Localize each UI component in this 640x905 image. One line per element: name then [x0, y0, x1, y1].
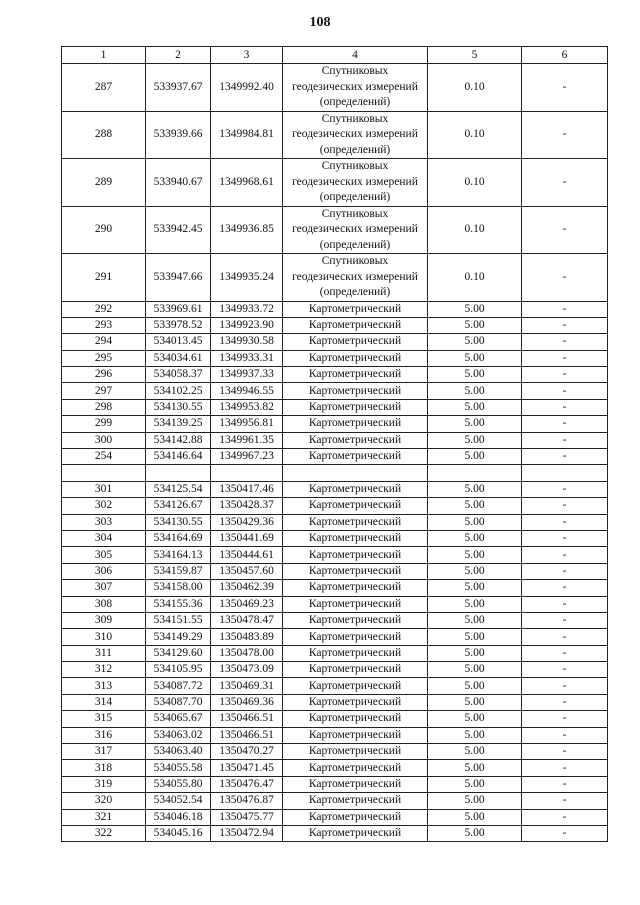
accuracy-cell: 5.00	[428, 383, 522, 399]
accuracy-cell: 5.00	[428, 334, 522, 350]
y-coordinate-cell: 1350472.94	[211, 826, 283, 842]
table-row	[62, 760, 608, 776]
note-cell: -	[522, 530, 608, 546]
note-cell: -	[522, 563, 608, 579]
note-cell: -	[522, 111, 608, 159]
note-cell: -	[522, 254, 608, 302]
accuracy-cell: 5.00	[428, 449, 522, 465]
table-row	[62, 612, 608, 628]
accuracy-cell: 5.00	[428, 662, 522, 678]
point-number-cell: 322	[62, 826, 146, 842]
accuracy-cell: 5.00	[428, 350, 522, 366]
y-coordinate-cell: 1349968.61	[211, 159, 283, 207]
point-number-cell: 299	[62, 416, 146, 432]
x-coordinate-cell: 533937.67	[146, 64, 211, 112]
col-header-6: 6	[522, 47, 608, 64]
x-coordinate-cell: 533942.45	[146, 206, 211, 254]
point-number-cell: 312	[62, 662, 146, 678]
method-cell: Картометрический	[283, 711, 428, 727]
x-coordinate-cell: 533940.67	[146, 159, 211, 207]
point-number-cell: 296	[62, 367, 146, 383]
x-coordinate-cell: 534142.88	[146, 432, 211, 448]
accuracy-cell	[428, 465, 522, 481]
method-cell: Картометрический	[283, 629, 428, 645]
table-row	[62, 776, 608, 792]
point-number-cell: 316	[62, 727, 146, 743]
note-cell: -	[522, 744, 608, 760]
point-number-cell: 320	[62, 793, 146, 809]
x-coordinate-cell: 534105.95	[146, 662, 211, 678]
note-cell: -	[522, 612, 608, 628]
x-coordinate-cell: 534139.25	[146, 416, 211, 432]
table-row	[62, 530, 608, 546]
table-row	[62, 645, 608, 661]
point-number-cell: 313	[62, 678, 146, 694]
point-number-cell: 289	[62, 159, 146, 207]
method-cell: Картометрический	[283, 563, 428, 579]
table-row	[62, 793, 608, 809]
note-cell: -	[522, 629, 608, 645]
accuracy-cell: 5.00	[428, 530, 522, 546]
y-coordinate-cell: 1350444.61	[211, 547, 283, 563]
table-row	[62, 629, 608, 645]
method-cell: Картометрический	[283, 678, 428, 694]
x-coordinate-cell: 534058.37	[146, 367, 211, 383]
y-coordinate-cell: 1350469.31	[211, 678, 283, 694]
note-cell: -	[522, 826, 608, 842]
table-row	[62, 596, 608, 612]
table-header	[62, 47, 608, 64]
table-row	[62, 678, 608, 694]
y-coordinate-cell: 1349984.81	[211, 111, 283, 159]
x-coordinate-cell: 534146.64	[146, 449, 211, 465]
y-coordinate-cell: 1349992.40	[211, 64, 283, 112]
y-coordinate-cell: 1350476.47	[211, 776, 283, 792]
table-row-blank	[62, 465, 608, 481]
accuracy-cell: 0.10	[428, 206, 522, 254]
table-row	[62, 301, 608, 317]
note-cell: -	[522, 793, 608, 809]
x-coordinate-cell: 533939.66	[146, 111, 211, 159]
x-coordinate-cell: 534046.18	[146, 809, 211, 825]
method-cell: Картометрический	[283, 612, 428, 628]
x-coordinate-cell: 534130.55	[146, 514, 211, 530]
y-coordinate-cell: 1349936.85	[211, 206, 283, 254]
y-coordinate-cell: 1349933.72	[211, 301, 283, 317]
accuracy-cell: 5.00	[428, 432, 522, 448]
x-coordinate-cell: 534034.61	[146, 350, 211, 366]
point-number-cell: 318	[62, 760, 146, 776]
method-cell: Картометрический	[283, 432, 428, 448]
method-cell	[283, 465, 428, 481]
x-coordinate-cell: 534063.02	[146, 727, 211, 743]
x-coordinate-cell: 534125.54	[146, 481, 211, 497]
point-number-cell: 300	[62, 432, 146, 448]
accuracy-cell: 5.00	[428, 498, 522, 514]
accuracy-cell: 5.00	[428, 317, 522, 333]
accuracy-cell: 5.00	[428, 612, 522, 628]
point-number-cell: 304	[62, 530, 146, 546]
note-cell: -	[522, 662, 608, 678]
table-row	[62, 481, 608, 497]
y-coordinate-cell: 1349937.33	[211, 367, 283, 383]
note-cell: -	[522, 350, 608, 366]
point-number-cell: 290	[62, 206, 146, 254]
y-coordinate-cell: 1350470.27	[211, 744, 283, 760]
point-number-cell: 294	[62, 334, 146, 350]
note-cell: -	[522, 159, 608, 207]
method-cell: Картометрический	[283, 694, 428, 710]
y-coordinate-cell: 1350475.77	[211, 809, 283, 825]
note-cell: -	[522, 645, 608, 661]
accuracy-cell: 5.00	[428, 580, 522, 596]
note-cell: -	[522, 760, 608, 776]
method-cell: Картометрический	[283, 498, 428, 514]
method-cell: Картометрический	[283, 809, 428, 825]
x-coordinate-cell: 534159.87	[146, 563, 211, 579]
note-cell: -	[522, 481, 608, 497]
col-header-2: 2	[146, 47, 211, 64]
method-cell: Картометрический	[283, 744, 428, 760]
coordinates-table	[61, 46, 608, 842]
accuracy-cell: 5.00	[428, 596, 522, 612]
note-cell: -	[522, 711, 608, 727]
y-coordinate-cell: 1350471.45	[211, 760, 283, 776]
method-cell: Картометрический	[283, 662, 428, 678]
note-cell: -	[522, 809, 608, 825]
table-row	[62, 111, 608, 159]
table-row	[62, 826, 608, 842]
y-coordinate-cell: 1349923.90	[211, 317, 283, 333]
y-coordinate-cell: 1350469.23	[211, 596, 283, 612]
col-header-5: 5	[428, 47, 522, 64]
accuracy-cell: 5.00	[428, 563, 522, 579]
y-coordinate-cell: 1349956.81	[211, 416, 283, 432]
table-row	[62, 547, 608, 563]
table-row	[62, 64, 608, 112]
table-row	[62, 580, 608, 596]
y-coordinate-cell: 1349967.23	[211, 449, 283, 465]
note-cell: -	[522, 776, 608, 792]
method-cell: Спутниковых геодезических измерений (определений)	[283, 254, 428, 302]
table-row	[62, 809, 608, 825]
x-coordinate-cell: 534155.36	[146, 596, 211, 612]
y-coordinate-cell: 1350473.09	[211, 662, 283, 678]
accuracy-cell: 5.00	[428, 399, 522, 415]
x-coordinate-cell: 534052.54	[146, 793, 211, 809]
x-coordinate-cell: 534149.29	[146, 629, 211, 645]
accuracy-cell: 5.00	[428, 760, 522, 776]
y-coordinate-cell: 1350466.51	[211, 711, 283, 727]
note-cell: -	[522, 301, 608, 317]
note-cell: -	[522, 416, 608, 432]
table-row	[62, 744, 608, 760]
point-number-cell: 311	[62, 645, 146, 661]
table-row	[62, 254, 608, 302]
table-row	[62, 350, 608, 366]
x-coordinate-cell: 533947.66	[146, 254, 211, 302]
method-cell: Картометрический	[283, 383, 428, 399]
y-coordinate-cell: 1349933.31	[211, 350, 283, 366]
y-coordinate-cell: 1350483.89	[211, 629, 283, 645]
table-row	[62, 662, 608, 678]
point-number-cell: 310	[62, 629, 146, 645]
table-row	[62, 416, 608, 432]
accuracy-cell: 5.00	[428, 481, 522, 497]
method-cell: Картометрический	[283, 760, 428, 776]
accuracy-cell: 5.00	[428, 416, 522, 432]
method-cell: Картометрический	[283, 301, 428, 317]
accuracy-cell: 5.00	[428, 678, 522, 694]
note-cell: -	[522, 64, 608, 112]
point-number-cell: 308	[62, 596, 146, 612]
point-number-cell: 315	[62, 711, 146, 727]
method-cell: Картометрический	[283, 416, 428, 432]
method-cell: Спутниковых геодезических измерений (определений)	[283, 206, 428, 254]
x-coordinate-cell	[146, 465, 211, 481]
x-coordinate-cell: 534087.72	[146, 678, 211, 694]
point-number-cell: 306	[62, 563, 146, 579]
y-coordinate-cell: 1350478.47	[211, 612, 283, 628]
accuracy-cell: 5.00	[428, 793, 522, 809]
x-coordinate-cell: 534087.70	[146, 694, 211, 710]
col-header-1: 1	[62, 47, 146, 64]
note-cell: -	[522, 399, 608, 415]
table-row	[62, 432, 608, 448]
point-number-cell: 295	[62, 350, 146, 366]
x-coordinate-cell: 534055.80	[146, 776, 211, 792]
table-row	[62, 383, 608, 399]
x-coordinate-cell: 534045.16	[146, 826, 211, 842]
accuracy-cell: 0.10	[428, 111, 522, 159]
header-row	[62, 47, 608, 64]
method-cell: Картометрический	[283, 334, 428, 350]
note-cell: -	[522, 514, 608, 530]
x-coordinate-cell: 534102.25	[146, 383, 211, 399]
point-number-cell: 319	[62, 776, 146, 792]
note-cell: -	[522, 727, 608, 743]
point-number-cell: 317	[62, 744, 146, 760]
point-number-cell: 301	[62, 481, 146, 497]
method-cell: Картометрический	[283, 645, 428, 661]
note-cell: -	[522, 367, 608, 383]
accuracy-cell: 5.00	[428, 547, 522, 563]
note-cell: -	[522, 317, 608, 333]
accuracy-cell: 0.10	[428, 159, 522, 207]
note-cell: -	[522, 449, 608, 465]
table-row	[62, 711, 608, 727]
note-cell: -	[522, 694, 608, 710]
note-cell: -	[522, 498, 608, 514]
x-coordinate-cell: 533969.61	[146, 301, 211, 317]
accuracy-cell: 5.00	[428, 514, 522, 530]
method-cell: Картометрический	[283, 449, 428, 465]
method-cell: Картометрический	[283, 547, 428, 563]
y-coordinate-cell: 1349961.35	[211, 432, 283, 448]
table-row	[62, 514, 608, 530]
method-cell: Картометрический	[283, 826, 428, 842]
y-coordinate-cell: 1350428.37	[211, 498, 283, 514]
method-cell: Картометрический	[283, 596, 428, 612]
method-cell: Картометрический	[283, 514, 428, 530]
y-coordinate-cell: 1350469.36	[211, 694, 283, 710]
method-cell: Картометрический	[283, 317, 428, 333]
y-coordinate-cell: 1350457.60	[211, 563, 283, 579]
table-row	[62, 159, 608, 207]
accuracy-cell: 5.00	[428, 711, 522, 727]
note-cell: -	[522, 383, 608, 399]
table-row	[62, 367, 608, 383]
note-cell: -	[522, 334, 608, 350]
y-coordinate-cell: 1350429.36	[211, 514, 283, 530]
table-row	[62, 563, 608, 579]
note-cell: -	[522, 206, 608, 254]
point-number-cell: 297	[62, 383, 146, 399]
point-number-cell: 288	[62, 111, 146, 159]
y-coordinate-cell: 1350441.69	[211, 530, 283, 546]
x-coordinate-cell: 534164.69	[146, 530, 211, 546]
x-coordinate-cell: 534158.00	[146, 580, 211, 596]
point-number-cell: 309	[62, 612, 146, 628]
method-cell: Картометрический	[283, 367, 428, 383]
y-coordinate-cell: 1350466.51	[211, 727, 283, 743]
point-number-cell: 302	[62, 498, 146, 514]
y-coordinate-cell: 1350476.87	[211, 793, 283, 809]
accuracy-cell: 5.00	[428, 744, 522, 760]
page-number: 108	[309, 15, 331, 30]
table-row	[62, 399, 608, 415]
point-number-cell: 321	[62, 809, 146, 825]
y-coordinate-cell: 1349953.82	[211, 399, 283, 415]
point-number-cell: 298	[62, 399, 146, 415]
x-coordinate-cell: 534130.55	[146, 399, 211, 415]
point-number-cell: 314	[62, 694, 146, 710]
accuracy-cell: 0.10	[428, 64, 522, 112]
method-cell: Картометрический	[283, 580, 428, 596]
table-row	[62, 206, 608, 254]
accuracy-cell: 0.10	[428, 254, 522, 302]
x-coordinate-cell: 534129.60	[146, 645, 211, 661]
y-coordinate-cell: 1349935.24	[211, 254, 283, 302]
y-coordinate-cell: 1349946.55	[211, 383, 283, 399]
accuracy-cell: 5.00	[428, 826, 522, 842]
point-number-cell: 293	[62, 317, 146, 333]
x-coordinate-cell: 534164.13	[146, 547, 211, 563]
x-coordinate-cell: 534055.58	[146, 760, 211, 776]
point-number-cell: 305	[62, 547, 146, 563]
point-number-cell: 291	[62, 254, 146, 302]
accuracy-cell: 5.00	[428, 727, 522, 743]
method-cell: Картометрический	[283, 481, 428, 497]
accuracy-cell: 5.00	[428, 809, 522, 825]
y-coordinate-cell: 1349930.58	[211, 334, 283, 350]
method-cell: Картометрический	[283, 350, 428, 366]
table-body	[62, 64, 608, 842]
point-number-cell: 307	[62, 580, 146, 596]
table-row	[62, 334, 608, 350]
col-header-3: 3	[211, 47, 283, 64]
point-number-cell: 254	[62, 449, 146, 465]
table-row	[62, 727, 608, 743]
y-coordinate-cell: 1350462.39	[211, 580, 283, 596]
note-cell: -	[522, 596, 608, 612]
accuracy-cell: 5.00	[428, 645, 522, 661]
table-row	[62, 498, 608, 514]
method-cell: Картометрический	[283, 727, 428, 743]
note-cell: -	[522, 580, 608, 596]
point-number-cell: 292	[62, 301, 146, 317]
accuracy-cell: 5.00	[428, 367, 522, 383]
note-cell: -	[522, 678, 608, 694]
x-coordinate-cell: 534063.40	[146, 744, 211, 760]
accuracy-cell: 5.00	[428, 301, 522, 317]
method-cell: Спутниковых геодезических измерений (определений)	[283, 159, 428, 207]
x-coordinate-cell: 533978.52	[146, 317, 211, 333]
y-coordinate-cell	[211, 465, 283, 481]
x-coordinate-cell: 534151.55	[146, 612, 211, 628]
point-number-cell	[62, 465, 146, 481]
point-number-cell: 287	[62, 64, 146, 112]
method-cell: Спутниковых геодезических измерений (определений)	[283, 111, 428, 159]
table-row	[62, 694, 608, 710]
accuracy-cell: 5.00	[428, 776, 522, 792]
point-number-cell: 303	[62, 514, 146, 530]
method-cell: Картометрический	[283, 530, 428, 546]
y-coordinate-cell: 1350478.00	[211, 645, 283, 661]
col-header-4: 4	[283, 47, 428, 64]
x-coordinate-cell: 534065.67	[146, 711, 211, 727]
table-row	[62, 449, 608, 465]
table-row	[62, 317, 608, 333]
accuracy-cell: 5.00	[428, 694, 522, 710]
x-coordinate-cell: 534013.45	[146, 334, 211, 350]
note-cell	[522, 465, 608, 481]
note-cell: -	[522, 432, 608, 448]
y-coordinate-cell: 1350417.46	[211, 481, 283, 497]
method-cell: Спутниковых геодезических измерений (определений)	[283, 64, 428, 112]
accuracy-cell: 5.00	[428, 629, 522, 645]
method-cell: Картометрический	[283, 793, 428, 809]
method-cell: Картометрический	[283, 776, 428, 792]
x-coordinate-cell: 534126.67	[146, 498, 211, 514]
method-cell: Картометрический	[283, 399, 428, 415]
note-cell: -	[522, 547, 608, 563]
